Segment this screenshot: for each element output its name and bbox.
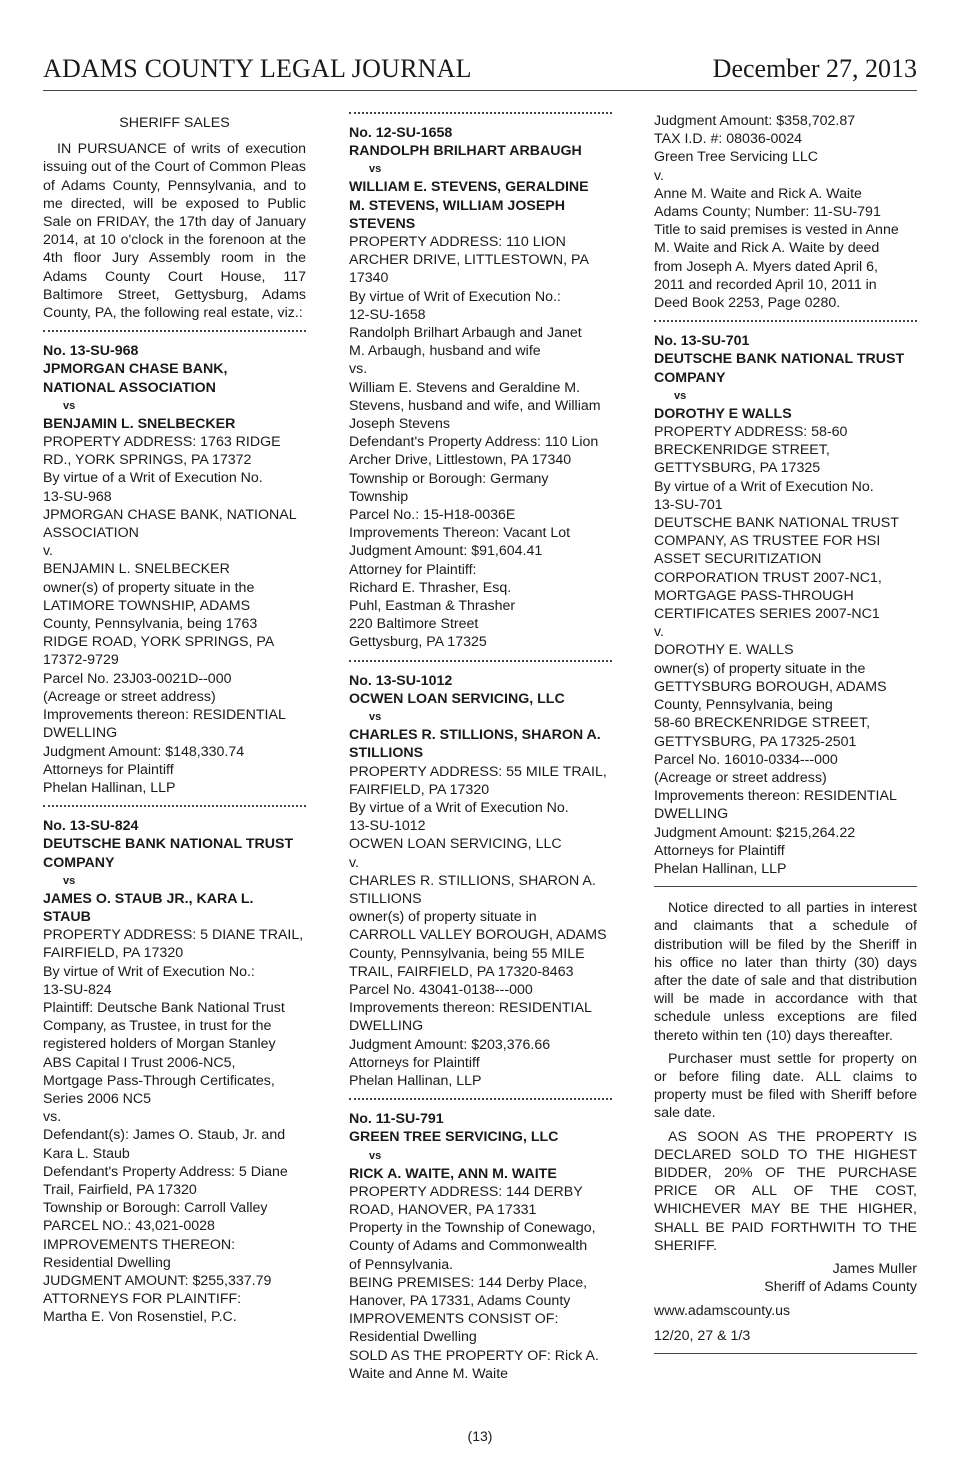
- body-line: Township: [349, 488, 409, 505]
- journal-header: [43, 52, 917, 91]
- body-line: Attorneys for Plaintiff: [654, 842, 785, 859]
- body-line: CARROLL VALLEY BOROUGH, ADAMS: [349, 927, 607, 944]
- vs-label: vs: [369, 163, 382, 176]
- body-line: 13-SU-968: [43, 488, 112, 505]
- body-line: Randolph Brilhart Arbaugh and Janet: [349, 325, 582, 342]
- case-13-su-1012: [349, 672, 612, 1090]
- purchaser-notice: Purchaser must settle for property on or before filing date. ALL claims to property must be filed with Sheriff before sale date.: [654, 1050, 917, 1122]
- body-line: Plaintiff: Deutsche Bank National Trust: [43, 999, 285, 1016]
- body-line: Property in the Township of Conewago,: [349, 1220, 596, 1237]
- body-line: Judgment Amount: $215,264.22: [654, 824, 856, 841]
- defendant-line: DOROTHY E WALLS: [654, 405, 792, 422]
- body-line: from Joseph A. Myers dated April 6,: [654, 258, 878, 275]
- body-line: Parcel No. 16010-0334---000: [654, 751, 838, 768]
- body-line: v.: [349, 854, 359, 871]
- dotted-divider: [43, 330, 306, 332]
- body-line: (Acreage or street address): [43, 688, 216, 705]
- body-line: County of Adams and Commonwealth: [349, 1238, 588, 1255]
- body-line: Improvements Thereon: Vacant Lot: [349, 525, 571, 542]
- body-line: Title to said premises is vested in Anne: [654, 222, 899, 239]
- journal-title: ADAMS COUNTY LEGAL JOURNAL: [43, 54, 472, 83]
- defendant-line: RICK A. WAITE, ANN M. WAITE: [349, 1165, 557, 1182]
- body-line: Improvements thereon: RESIDENTIAL: [43, 707, 286, 724]
- body-line: ARCHER DRIVE, LITTLESTOWN, PA: [349, 252, 589, 269]
- vs-label: vs: [674, 389, 687, 402]
- body-line: v.: [654, 167, 664, 184]
- intro-paragraph: IN PURSUANCE of writs of execution issuing out of the Court of Common Pleas of Adams County, Pennsylvania, and to me directed, will be exposed to Public Sale on FRIDAY, the 17th day of January 2014, at 10 o'clock in the forenoon at the 4th floor Jury Assembly room in the Adams County Court House, 117 Baltimore Street, Gettysburg, Adams County, PA, the following real estate, viz.:: [43, 141, 306, 322]
- body-line: Trail, Fairfield, PA 17320: [43, 1181, 197, 1198]
- column-2: [349, 112, 612, 1383]
- body-line: PROPERTY ADDRESS: 1763 RIDGE: [43, 434, 281, 451]
- body-line: 13-SU-824: [43, 981, 112, 998]
- body-line: Attorney for Plaintiff:: [349, 561, 477, 578]
- body-line: Martha E. Von Rosenstiel, P.C.: [43, 1309, 237, 1326]
- body-line: Kara L. Staub: [43, 1145, 130, 1162]
- solid-divider: [654, 1353, 917, 1354]
- body-line: Joseph Stevens: [349, 416, 450, 433]
- dotted-divider: [349, 1098, 612, 1100]
- body-line: Judgment Amount: $148,330.74: [43, 743, 245, 760]
- vs-label: vs: [369, 1149, 382, 1162]
- body-line: v.: [43, 543, 53, 560]
- body-line: BEING PREMISES: 144 Derby Place,: [349, 1274, 588, 1291]
- case-13-su-968: [43, 342, 306, 797]
- payment-notice: AS SOON AS THE PROPERTY IS DECLARED SOLD TO THE HIGHEST BIDDER, 20% OF THE PURCHASE PRICE OR ALL OF THE COST, WHICHEVER MAY BE THE HIGHER, SHALL BE PAID FORTHWITH TO THE SHERIFF.: [654, 1128, 917, 1254]
- case-body: [43, 926, 306, 1326]
- body-line: GETTYSBURG, PA 17325: [654, 460, 821, 477]
- signer-name: James Muller: [832, 1260, 917, 1277]
- body-line: 12-SU-1658: [349, 306, 426, 323]
- body-line: By virtue of a Writ of Execution No.: [349, 799, 569, 816]
- body-line: Series 2006 NC5: [43, 1090, 152, 1107]
- body-line: County, Pennsylvania, being 55 MILE: [349, 945, 585, 962]
- plaintiff-line: COMPANY: [654, 369, 726, 386]
- body-line: Puhl, Eastman & Thrasher: [349, 598, 516, 615]
- issue-date: December 27, 2013: [712, 54, 917, 83]
- body-line: GETTYSBURG, PA 17325-2501: [654, 733, 857, 750]
- body-line: Mortgage Pass-Through Certificates,: [43, 1072, 275, 1089]
- body-line: STILLIONS: [349, 890, 422, 907]
- plaintiff-line: OCWEN LOAN SERVICING, LLC: [349, 690, 565, 707]
- body-line: Adams County; Number: 11-SU-791: [654, 204, 881, 221]
- body-line: Archer Drive, Littlestown, PA 17340: [349, 452, 572, 469]
- defendant-line: STILLIONS: [349, 745, 424, 762]
- body-line: IMPROVEMENTS THEREON:: [43, 1236, 236, 1253]
- defendant-line: STAUB: [43, 908, 91, 925]
- body-line: CERTIFICATES SERIES 2007-NC1: [654, 606, 880, 623]
- plaintiff-line: GREEN TREE SERVICING, LLC: [349, 1129, 559, 1146]
- body-line: Deed Book 2253, Page 0280.: [654, 295, 841, 312]
- body-line: RIDGE ROAD, YORK SPRINGS, PA: [43, 634, 275, 651]
- plaintiff-line: NATIONAL ASSOCIATION: [43, 379, 216, 396]
- body-line: registered holders of Morgan Stanley: [43, 1036, 276, 1053]
- body-line: MORTGAGE PASS-THROUGH: [654, 587, 854, 604]
- body-line: ASSOCIATION: [43, 525, 139, 542]
- body-line: By virtue of a Writ of Execution No.: [43, 470, 263, 487]
- plaintiff-line: DEUTSCHE BANK NATIONAL TRUST: [43, 836, 294, 853]
- body-line: GETTYSBURG BOROUGH, ADAMS: [654, 678, 887, 695]
- dotted-divider: [43, 805, 306, 807]
- body-line: owner(s) of property situate in the: [654, 660, 866, 677]
- body-line: Company, as Trustee, in trust for the: [43, 1018, 272, 1035]
- body-line: v.: [654, 624, 664, 641]
- body-line: Improvements thereon: RESIDENTIAL: [654, 788, 897, 805]
- body-line: PROPERTY ADDRESS: 5 DIANE TRAIL,: [43, 927, 304, 944]
- body-line: ATTORNEYS FOR PLAINTIFF:: [43, 1291, 242, 1308]
- body-line: M. Arbaugh, husband and wife: [349, 343, 541, 360]
- case-number: No. 11-SU-791: [349, 1111, 444, 1128]
- column-1: [43, 112, 306, 1327]
- body-line: CHARLES R. STILLIONS, SHARON A.: [349, 872, 596, 889]
- body-line: By virtue of Writ of Execution No.:: [43, 963, 255, 980]
- defendant-line: BENJAMIN L. SNELBECKER: [43, 415, 236, 432]
- vs-label: vs: [369, 711, 382, 724]
- body-line: TRAIL, FAIRFIELD, PA 17320-8463: [349, 963, 574, 980]
- body-line: 13-SU-1012: [349, 818, 426, 835]
- body-line: ASSET SECURITIZATION: [654, 551, 822, 568]
- defendant-line: CHARLES R. STILLIONS, SHARON A.: [349, 727, 601, 744]
- case-11-su-791-continued: [654, 112, 917, 312]
- case-13-su-701: [654, 332, 917, 878]
- body-line: Township or Borough: Carroll Valley: [43, 1200, 268, 1217]
- body-line: By virtue of Writ of Execution No.:: [349, 288, 561, 305]
- body-line: vs.: [349, 361, 368, 378]
- body-line: ROAD, HANOVER, PA 17331: [349, 1201, 537, 1218]
- body-line: Township or Borough: Germany: [349, 470, 549, 487]
- case-number: No. 13-SU-701: [654, 333, 750, 350]
- body-line: DEUTSCHE BANK NATIONAL TRUST: [654, 515, 899, 532]
- column-3: [654, 112, 917, 1366]
- body-line: Phelan Hallinan, LLP: [349, 1072, 482, 1089]
- body-line: CORPORATION TRUST 2007-NC1,: [654, 569, 882, 586]
- body-line: Defendant(s): James O. Staub, Jr. and: [43, 1127, 286, 1144]
- body-line: Attorneys for Plaintiff: [349, 1054, 480, 1071]
- body-line: COMPANY, AS TRUSTEE FOR HSI: [654, 533, 881, 550]
- case-number: No. 12-SU-1658: [349, 125, 453, 141]
- signer-title: Sheriff of Adams County: [764, 1279, 917, 1296]
- distribution-notice: Notice directed to all parties in interest and claimants that a schedule of distribution will be filed by the Sheriff in his office no later than thirty (30) days after the date of sale and that distribution will be made in accordance with that schedule unless exceptions are filed thereto within ten (10) days thereafter.: [654, 900, 917, 1044]
- body-line: of Pennsylvania.: [349, 1256, 454, 1273]
- plaintiff-line: COMPANY: [43, 854, 115, 871]
- body-line: 17340: [349, 270, 389, 287]
- body-line: FAIRFIELD, PA 17320: [349, 781, 490, 798]
- defendant-line: JAMES O. STAUB JR., KARA L.: [43, 890, 254, 907]
- body-line: FAIRFIELD, PA 17320: [43, 945, 184, 962]
- body-line: ABS Capital I Trust 2006-NC5,: [43, 1054, 236, 1071]
- body-line: DWELLING: [654, 806, 729, 823]
- body-line: 13-SU-701: [654, 496, 723, 513]
- website-link[interactable]: www.adamscounty.us: [654, 1303, 791, 1320]
- body-line: Richard E. Thrasher, Esq.: [349, 579, 512, 596]
- defendant-line: STEVENS: [349, 215, 416, 232]
- page-number: (13): [467, 1428, 493, 1444]
- body-line: Waite and Anne M. Waite: [349, 1365, 509, 1382]
- case-body: [349, 1183, 612, 1383]
- case-body: [349, 763, 612, 1091]
- body-line: PROPERTY ADDRESS: 110 LION: [349, 234, 566, 251]
- dotted-divider: [654, 320, 917, 322]
- body-line: Phelan Hallinan, LLP: [654, 860, 787, 877]
- body-line: 17372-9729: [43, 652, 119, 669]
- body-line: Defendant's Property Address: 110 Lion: [349, 434, 599, 451]
- body-line: Judgment Amount: $203,376.66: [349, 1036, 551, 1053]
- body-line: DOROTHY E. WALLS: [654, 642, 794, 659]
- body-line: SOLD AS THE PROPERTY OF: Rick A.: [349, 1347, 599, 1364]
- body-line: Parcel No. 23J03-0021D--000: [43, 670, 232, 687]
- body-line: DWELLING: [43, 725, 118, 742]
- body-line: Residential Dwelling: [349, 1329, 477, 1346]
- body-line: PROPERTY ADDRESS: 55 MILE TRAIL,: [349, 763, 607, 780]
- body-line: JPMORGAN CHASE BANK, NATIONAL: [43, 506, 297, 523]
- defendant-line: WILLIAM E. STEVENS, GERALDINE: [349, 179, 589, 196]
- body-line: By virtue of a Writ of Execution No.: [654, 478, 874, 495]
- publication-dates: 12/20, 27 & 1/3: [654, 1327, 751, 1344]
- body-line: Improvements thereon: RESIDENTIAL: [349, 1000, 592, 1017]
- case-number: No. 13-SU-1012: [349, 672, 453, 689]
- plaintiff-line: DEUTSCHE BANK NATIONAL TRUST: [654, 351, 905, 368]
- plaintiff-line: JPMORGAN CHASE BANK,: [43, 361, 228, 378]
- body-line: Green Tree Servicing LLC: [654, 149, 819, 166]
- body-line: County, Pennsylvania, being 1763: [43, 616, 258, 633]
- body-line: JUDGMENT AMOUNT: $255,337.79: [43, 1272, 272, 1289]
- body-line: Stevens, husband and wife, and William: [349, 397, 601, 414]
- body-line: M. Waite and Rick A. Waite by deed: [654, 240, 880, 257]
- body-line: 58-60 BRECKENRIDGE STREET,: [654, 715, 871, 732]
- case-number: No. 13-SU-968: [43, 343, 139, 360]
- vs-label: vs: [63, 399, 76, 412]
- body-line: PROPERTY ADDRESS: 58-60: [654, 424, 848, 441]
- body-line: Gettysburg, PA 17325: [349, 634, 487, 651]
- body-line: William E. Stevens and Geraldine M.: [349, 379, 581, 396]
- body-line: Parcel No. 43041-0138---000: [349, 981, 533, 998]
- body-line: owner(s) of property situate in the: [43, 579, 255, 596]
- body-line: DWELLING: [349, 1018, 424, 1035]
- dotted-divider: [349, 660, 612, 662]
- body-line: RD., YORK SPRINGS, PA 17372: [43, 452, 252, 469]
- body-line: 2011 and recorded April 10, 2011 in: [654, 276, 877, 293]
- case-body: [654, 423, 917, 878]
- body-line: Judgment Amount: $91,604.41: [349, 543, 543, 560]
- body-line: OCWEN LOAN SERVICING, LLC: [349, 836, 562, 853]
- case-number: No. 13-SU-824: [43, 818, 139, 835]
- section-heading: SHERIFF SALES: [119, 115, 230, 131]
- body-line: (Acreage or street address): [654, 769, 827, 786]
- body-line: Judgment Amount: $358,702.87: [654, 113, 856, 129]
- body-line: Phelan Hallinan, LLP: [43, 779, 176, 796]
- vs-label: vs: [63, 874, 76, 887]
- body-line: BENJAMIN L. SNELBECKER: [43, 561, 230, 578]
- body-line: Attorneys for Plaintiff: [43, 761, 174, 778]
- body-line: Defendant's Property Address: 5 Diane: [43, 1163, 288, 1180]
- body-line: Parcel No.: 15-H18-0036E: [349, 507, 516, 524]
- solid-divider: [654, 886, 917, 887]
- case-11-su-791: [349, 1110, 612, 1383]
- body-line: 220 Baltimore Street: [349, 616, 479, 633]
- dotted-divider: [349, 112, 612, 114]
- plaintiff-line: RANDOLPH BRILHART ARBAUGH: [349, 143, 582, 160]
- body-line: vs.: [43, 1109, 62, 1126]
- case-12-su-1658: [349, 124, 612, 652]
- body-line: Hanover, PA 17331, Adams County: [349, 1292, 571, 1309]
- body-line: BRECKENRIDGE STREET,: [654, 442, 830, 459]
- case-body: [43, 433, 306, 797]
- body-line: Residential Dwelling: [43, 1254, 171, 1271]
- case-13-su-824: [43, 817, 306, 1326]
- body-line: PROPERTY ADDRESS: 144 DERBY: [349, 1183, 583, 1200]
- body-line: County, Pennsylvania, being: [654, 697, 833, 714]
- body-line: owner(s) of property situate in: [349, 909, 537, 926]
- body-line: LATIMORE TOWNSHIP, ADAMS: [43, 597, 251, 614]
- case-body: [349, 233, 612, 652]
- body-line: TAX I.D. #: 08036-0024: [654, 131, 803, 148]
- body-line: Anne M. Waite and Rick A. Waite: [654, 185, 862, 202]
- defendant-line: M. STEVENS, WILLIAM JOSEPH: [349, 197, 565, 214]
- body-line: PARCEL NO.: 43,021-0028: [43, 1218, 215, 1235]
- body-line: IMPROVEMENTS CONSIST OF:: [349, 1311, 559, 1328]
